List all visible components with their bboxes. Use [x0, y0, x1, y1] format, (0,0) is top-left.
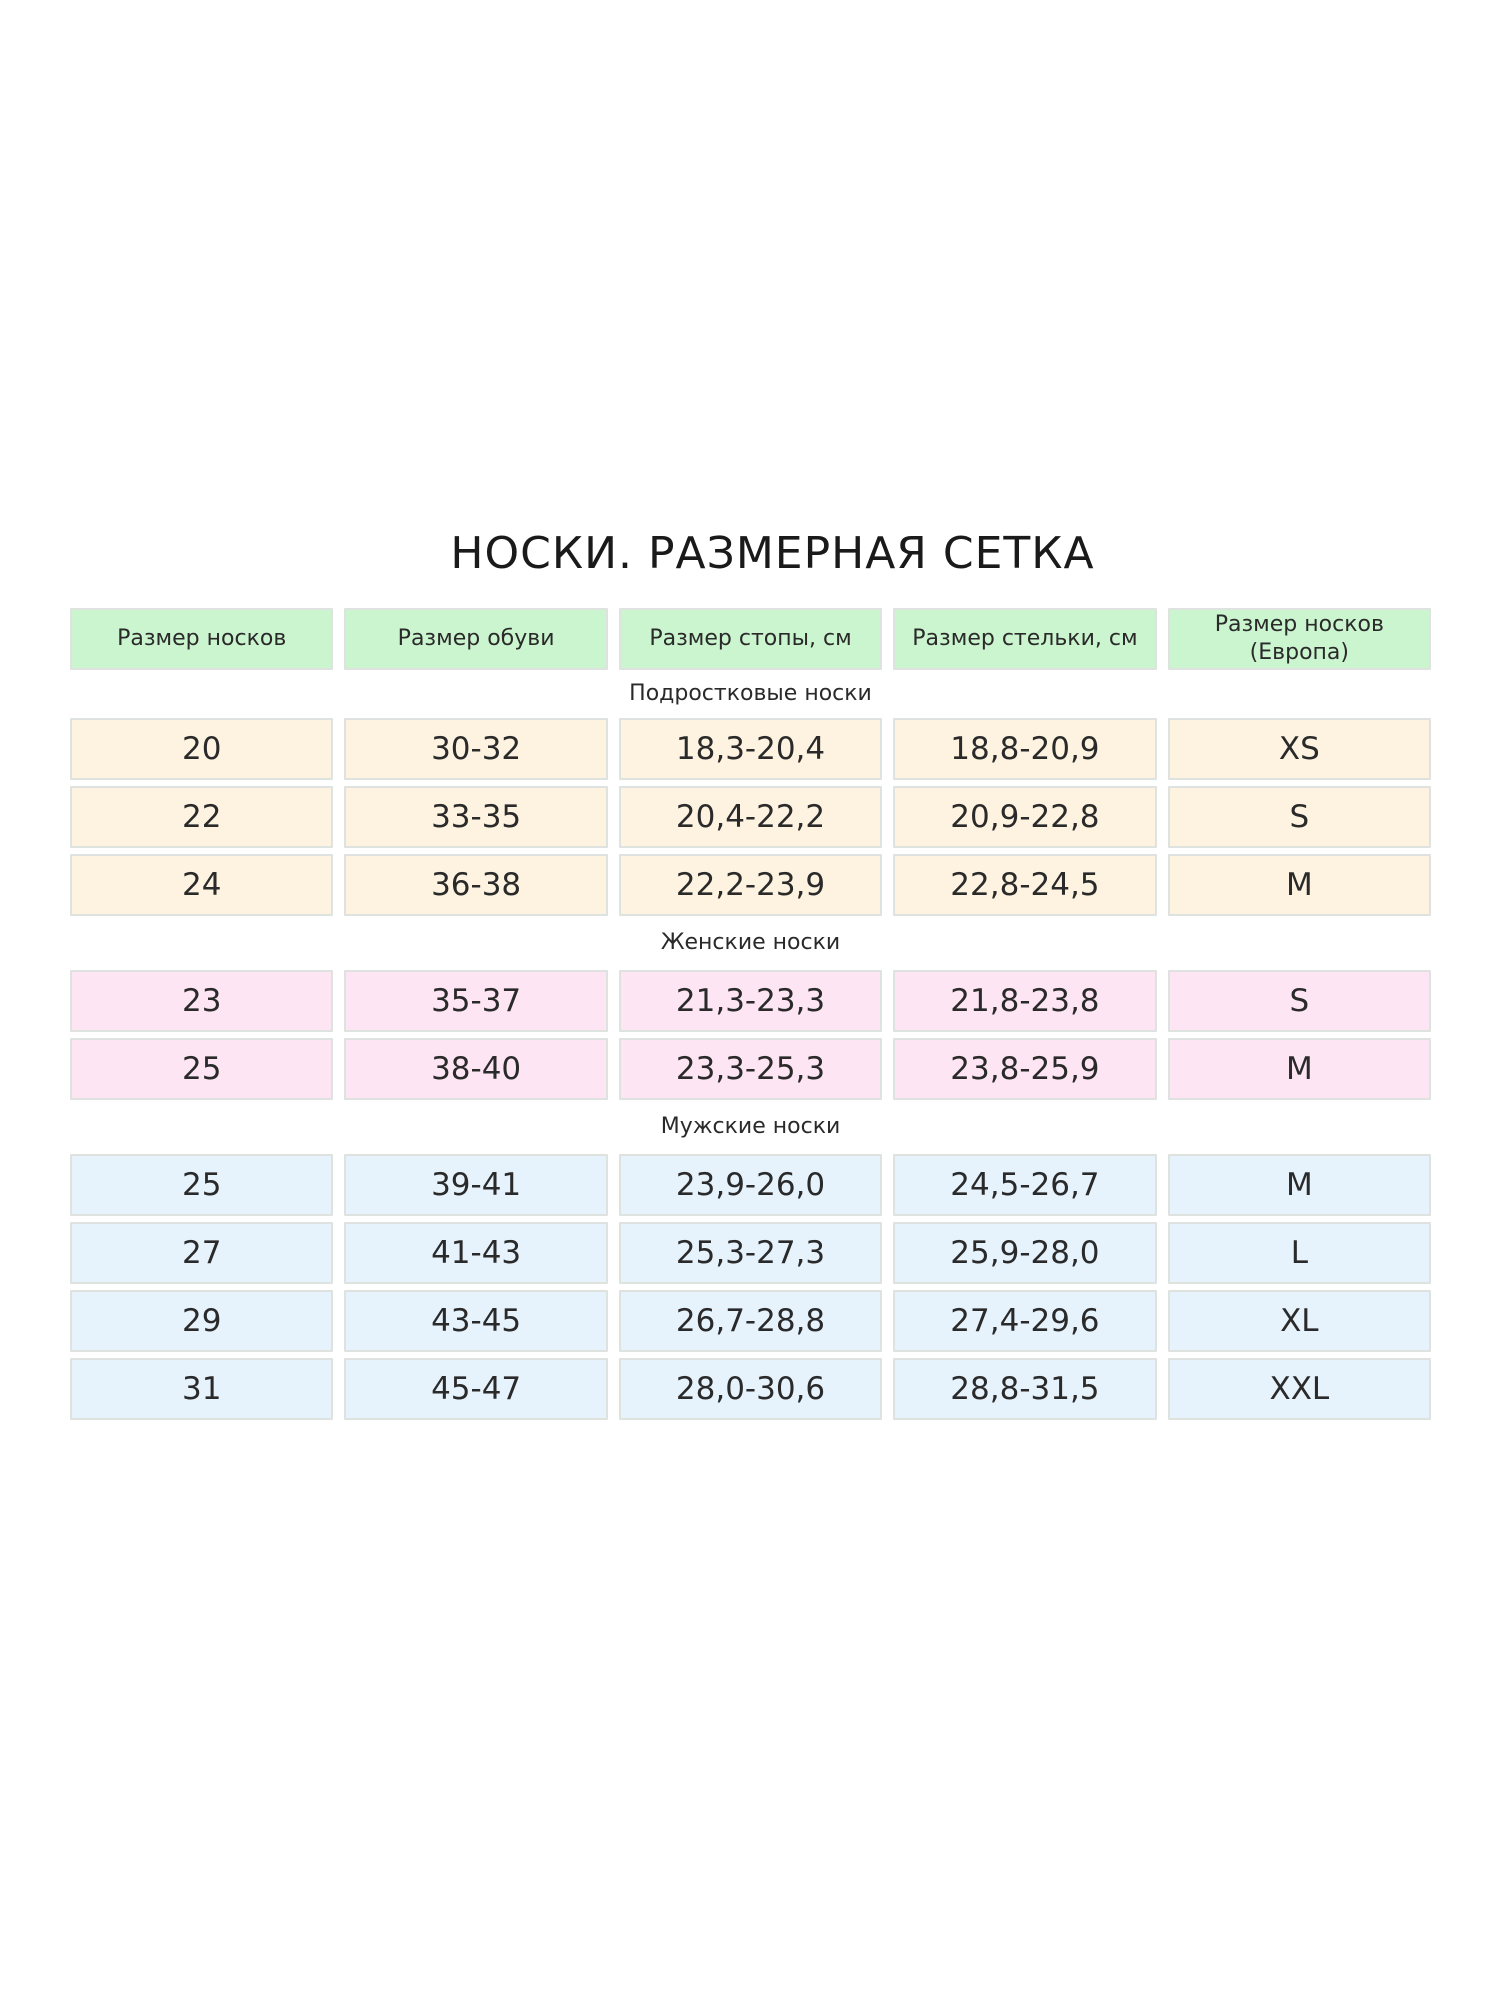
table-cell: 22,2-23,9 — [619, 854, 882, 916]
table-cell: M — [1168, 1038, 1431, 1100]
section-women — [70, 970, 1431, 1100]
table-cell: 27 — [70, 1222, 333, 1284]
table-cell: 25,9-28,0 — [893, 1222, 1156, 1284]
header-cell-sock-size: Размер носков — [70, 608, 333, 670]
table-cell: XS — [1168, 718, 1431, 780]
table-cell: 26,7-28,8 — [619, 1290, 882, 1352]
header-cell-shoe-size: Размер обуви — [344, 608, 607, 670]
table-cell: 23 — [70, 970, 333, 1032]
table-cell: M — [1168, 854, 1431, 916]
table-cell: 29 — [70, 1290, 333, 1352]
header-cell-insole-size: Размер стельки, см — [893, 608, 1156, 670]
table-cell: L — [1168, 1222, 1431, 1284]
table-cell: 21,8-23,8 — [893, 970, 1156, 1032]
table-row — [70, 786, 1431, 848]
table-row — [70, 718, 1431, 780]
table-cell: 27,4-29,6 — [893, 1290, 1156, 1352]
table-cell: 23,3-25,3 — [619, 1038, 882, 1100]
table-cell: 22 — [70, 786, 333, 848]
table-cell: 25 — [70, 1038, 333, 1100]
table-cell: 35-37 — [344, 970, 607, 1032]
table-cell: 24,5-26,7 — [893, 1154, 1156, 1216]
table-cell: 20,4-22,2 — [619, 786, 882, 848]
table-cell: 28,8-31,5 — [893, 1358, 1156, 1420]
table-cell: 36-38 — [344, 854, 607, 916]
page-title: НОСКИ. РАЗМЕРНАЯ СЕТКА — [450, 528, 1095, 579]
table-cell: S — [1168, 970, 1431, 1032]
table-cell: 23,8-25,9 — [893, 1038, 1156, 1100]
section-teen — [70, 718, 1431, 916]
section-label-teen: Подростковые носки — [629, 681, 872, 706]
header-cell-foot-size: Размер стопы, см — [619, 608, 882, 670]
table-cell: 18,8-20,9 — [893, 718, 1156, 780]
header-cell-eu-size: Размер носков (Европа) — [1168, 608, 1431, 670]
table-cell: M — [1168, 1154, 1431, 1216]
table-row — [70, 1154, 1431, 1216]
table-cell: XL — [1168, 1290, 1431, 1352]
table-cell: 20 — [70, 718, 333, 780]
table-row — [70, 1222, 1431, 1284]
table-cell: 38-40 — [344, 1038, 607, 1100]
section-label-men: Мужские носки — [660, 1114, 841, 1139]
table-header-row — [70, 608, 1431, 670]
table-cell: 25 — [70, 1154, 333, 1216]
section-men — [70, 1154, 1431, 1420]
table-cell: 28,0-30,6 — [619, 1358, 882, 1420]
table-cell: 21,3-23,3 — [619, 970, 882, 1032]
size-chart — [70, 528, 1431, 1420]
table-row — [70, 1358, 1431, 1420]
table-cell: XXL — [1168, 1358, 1431, 1420]
table-cell: 33-35 — [344, 786, 607, 848]
table-cell: 41-43 — [344, 1222, 607, 1284]
table-cell: 22,8-24,5 — [893, 854, 1156, 916]
table-cell: 23,9-26,0 — [619, 1154, 882, 1216]
table-row — [70, 1290, 1431, 1352]
table-row — [70, 970, 1431, 1032]
section-label-women: Женские носки — [660, 930, 841, 955]
table-cell: 25,3-27,3 — [619, 1222, 882, 1284]
table-row — [70, 854, 1431, 916]
table-cell: 24 — [70, 854, 333, 916]
table-cell: 45-47 — [344, 1358, 607, 1420]
table-cell: 43-45 — [344, 1290, 607, 1352]
table-cell: 30-32 — [344, 718, 607, 780]
table-cell: 31 — [70, 1358, 333, 1420]
table-row — [70, 1038, 1431, 1100]
table-cell: 39-41 — [344, 1154, 607, 1216]
table-cell: 20,9-22,8 — [893, 786, 1156, 848]
table-cell: S — [1168, 786, 1431, 848]
table-cell: 18,3-20,4 — [619, 718, 882, 780]
